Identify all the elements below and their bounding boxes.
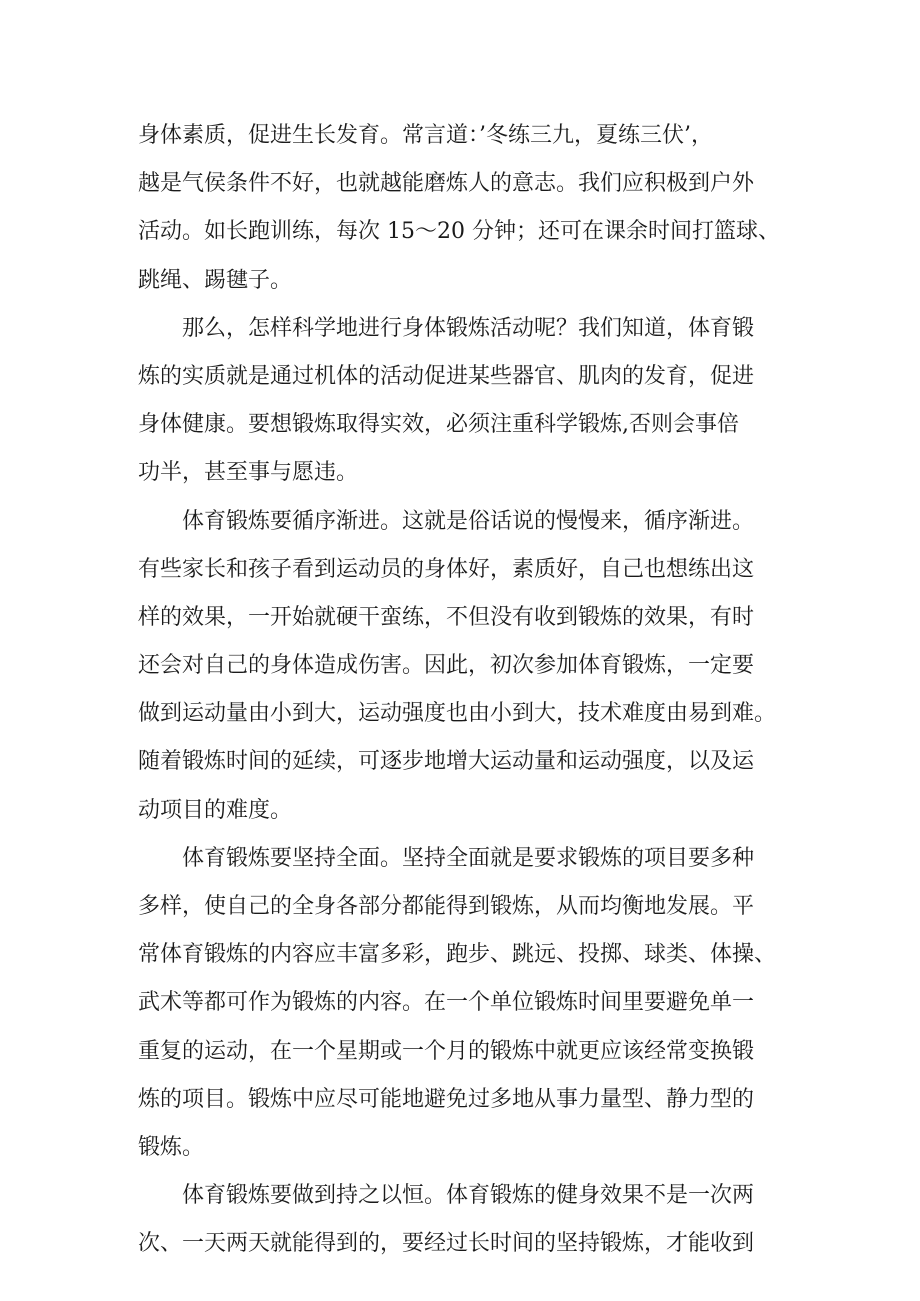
text-line: 活动。如长跑训练，每次 15～20 分钟；还可在课余时间打篮球、	[138, 219, 780, 245]
text-line: 体育锻炼要循序渐进。这就是俗话说的慢慢来，循序渐进。	[182, 508, 755, 534]
text-line: 体育锻炼要坚持全面。坚持全面就是要求锻炼的项目要多种	[182, 845, 755, 871]
text-line: 身体健康。要想锻炼取得实效，必须注重科学锻炼,否则会事倍	[138, 412, 739, 438]
text-line: 动项目的难度。	[138, 797, 293, 823]
text-line: 常体育锻炼的内容应丰富多彩，跑步、跳远、投掷、球类、体操、	[138, 942, 777, 968]
text-line: 功半，甚至事与愿违。	[138, 460, 359, 486]
body-text	[138, 112, 798, 1269]
text-line: 身体素质，促进生长发育。常言道：’冬练三九，夏练三伏’，	[138, 123, 713, 148]
text-line: 随着锻炼时间的延续，可逐步地增大运动量和运动强度，以及运	[138, 749, 755, 775]
text-line: 样的效果，一开始就硬干蛮练，不但没有收到锻炼的效果，有时	[138, 604, 755, 630]
text-line: 次、一天两天就能得到的，要经过长时间的坚持锻炼，才能收到	[138, 1231, 755, 1257]
text-line: 炼的项目。锻炼中应尽可能地避免过多地从事力量型、静力型的	[138, 1086, 755, 1112]
text-line: 跳绳、踢毽子。	[138, 267, 293, 293]
text-line: 做到运动量由小到大，运动强度也由小到大，技术难度由易到难。	[138, 701, 777, 727]
text-line: 多样，使自己的全身各部分都能得到锻炼，从而均衡地发展。平	[138, 894, 755, 919]
text-line: 还会对自己的身体造成伤害。因此，初次参加体育锻炼，一定要	[138, 653, 755, 679]
text-line: 锻炼。	[138, 1134, 205, 1160]
text-line: 重复的运动，在一个星期或一个月的锻炼中就更应该经常变换锻	[138, 1038, 755, 1064]
text-line: 有些家长和孩子看到运动员的身体好，素质好，自己也想练出这	[138, 556, 755, 582]
text-line: 那么，怎样科学地进行身体锻炼活动呢？我们知道，体育锻	[182, 315, 755, 341]
text-line: 体育锻炼要做到持之以恒。体育锻炼的健身效果不是一次两	[182, 1183, 755, 1209]
text-line: 越是气侯条件不好，也就越能磨炼人的意志。我们应积极到户外	[138, 171, 755, 197]
text-line: 武术等都可作为锻炼的内容。在一个单位锻炼时间里要避免单一	[138, 990, 755, 1016]
text-line: 炼的实质就是通过机体的活动促进某些器官、肌肉的发育，促进	[138, 363, 755, 389]
